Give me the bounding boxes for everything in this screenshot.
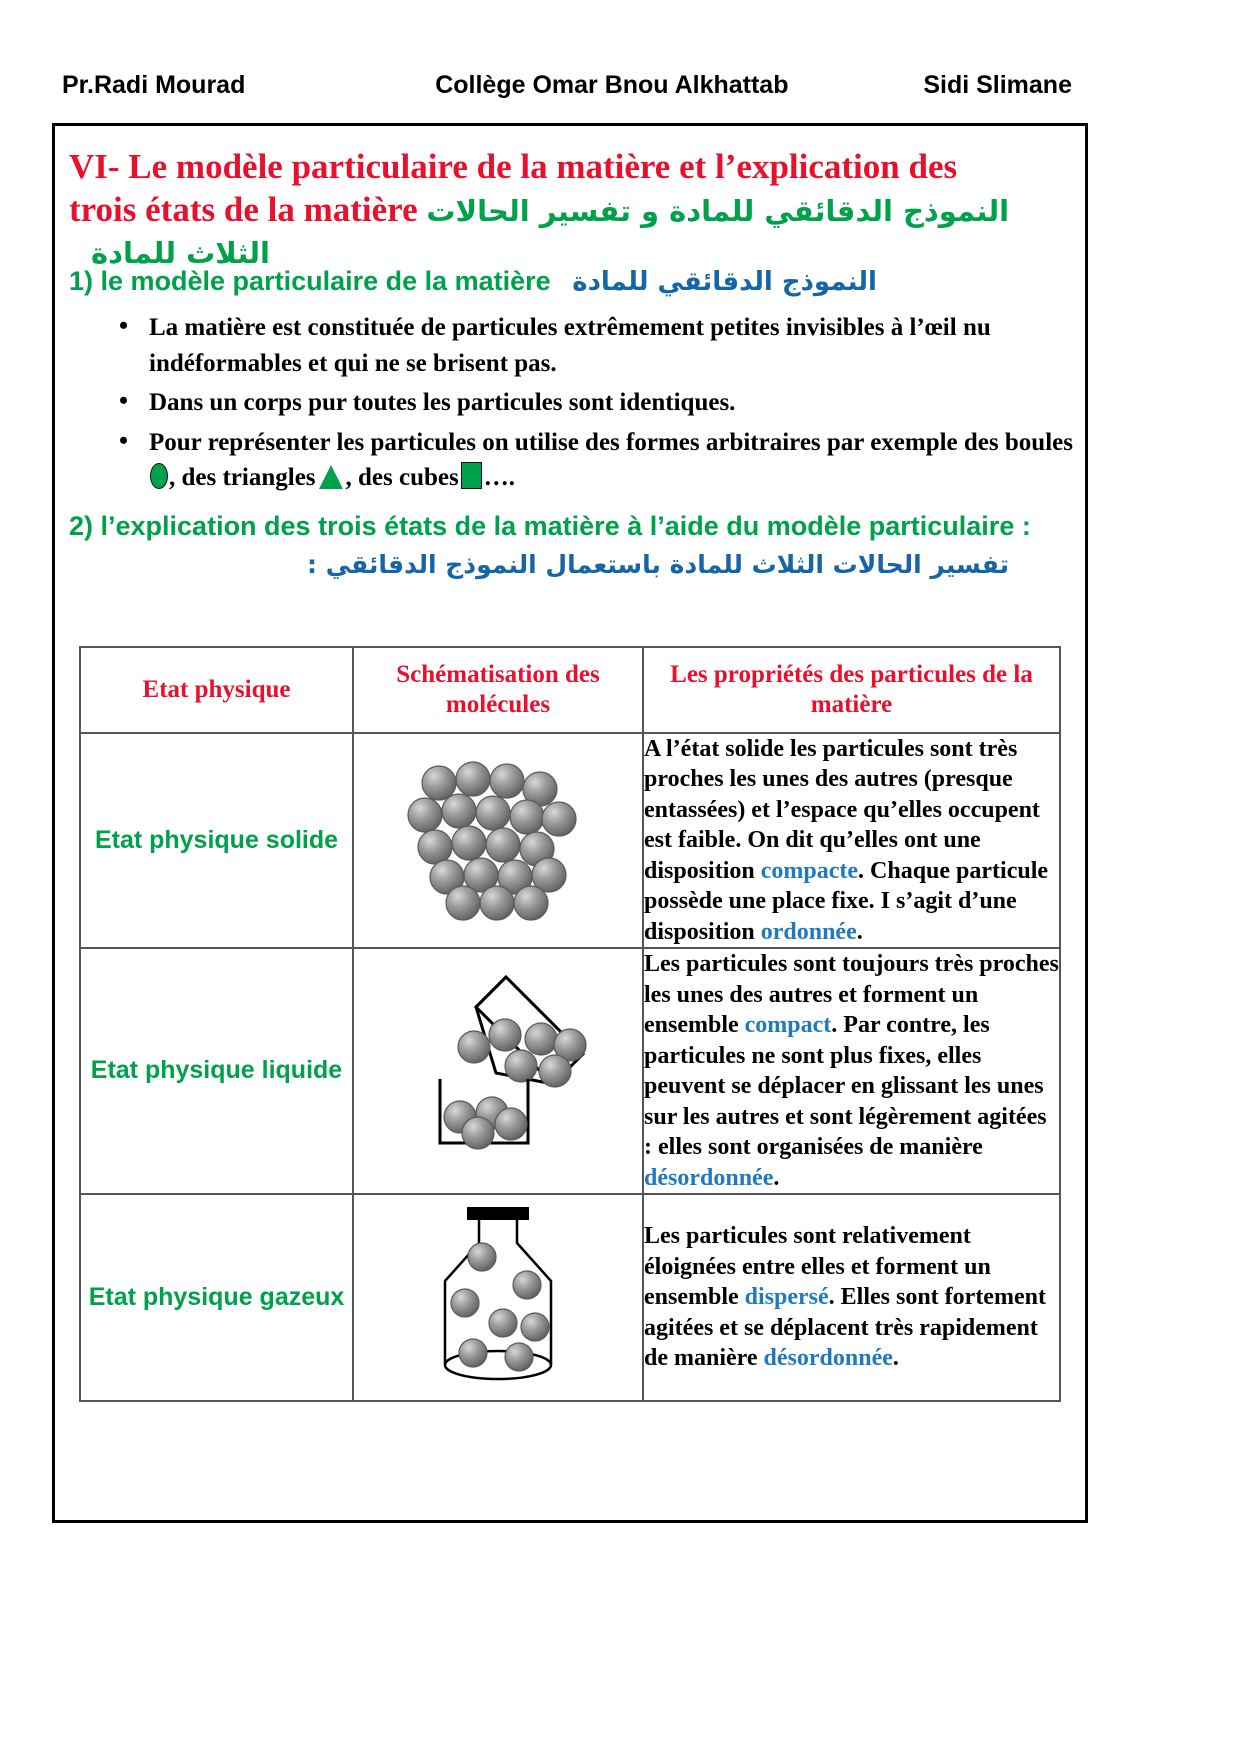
square-shape-icon (461, 462, 482, 489)
keyword-compact: compact (744, 1012, 832, 1039)
header-author: Pr.Radi Mourad (62, 70, 246, 99)
desc-part: . (892, 1345, 899, 1372)
keyword-compacte: compacte (760, 857, 859, 884)
section1-heading-fr: 1) le modèle particulaire de la matière (69, 266, 551, 296)
list-item: • La matière est constituée de particules extrêmement petites invisibles à l’œil nu indéformables et qui ne se brisent pas. (149, 310, 1073, 381)
section1-bullet-list (93, 310, 1073, 500)
state-name-gas: Etat physique gazeux (80, 1194, 353, 1401)
section2-heading (69, 511, 1069, 542)
keyword-desordonnee-gas: désordonnée (763, 1345, 893, 1372)
section1-heading-ar: النموذج الدقائقي للمادة (572, 267, 877, 297)
header-city: Sidi Slimane (923, 70, 1072, 99)
desc-liquid (643, 948, 1060, 1194)
bullet3-boules: boules (1004, 428, 1073, 456)
desc-part: . (773, 1164, 780, 1191)
desc-part: Les particules sont relativement éloignées entre elles et forment un ensemble (644, 1223, 991, 1311)
states-table (79, 646, 1061, 1402)
main-title (69, 146, 1069, 274)
desc-part: Les particules sont toujours très proches les unes des autres et forment un ensemble (644, 951, 1059, 1039)
content-frame (52, 123, 1088, 1523)
solid-particles-diagram (383, 743, 613, 933)
schema-liquid (353, 948, 643, 1194)
desc-part: . Elles sont fortement agitées et se déplacent très rapidement de manière (644, 1284, 1046, 1372)
title-line-2 (69, 189, 1069, 274)
schema-solid (353, 733, 643, 948)
column-header-schema: Schématisation des molécules (353, 647, 643, 733)
table-row (80, 1194, 1060, 1401)
desc-gas (643, 1194, 1060, 1401)
list-item (149, 425, 1073, 496)
desc-part: . (856, 918, 863, 945)
bullet3-end: …. (483, 464, 515, 491)
bullet3-cubes: , des cubes (345, 464, 459, 491)
desc-part: A l’état solide les particules sont très proches les unes des autres (presque entassées) et l’espace qu’elles occupent est faible. On dit qu’elles ont une disposition (644, 736, 1040, 884)
keyword-desordonnee: désordonnée (644, 1164, 774, 1191)
title-line-2-fr: trois états de la matière (69, 189, 418, 229)
page-header (62, 64, 1072, 106)
liquid-particles-diagram (378, 961, 618, 1176)
state-name-solid: Etat physique solide (80, 733, 353, 948)
header-school: Collège Omar Bnou Alkhattab (435, 70, 789, 99)
column-header-properties: Les propriétés des particules de la matière (643, 647, 1060, 733)
schema-gas (353, 1194, 643, 1401)
list-item: • Dans un corps pur toutes les particules sont identiques. (149, 385, 1073, 421)
section2-heading-ar: تفسير الحالات الثلاث للمادة باستعمال النموذج الدقائقي : (307, 550, 1009, 579)
desc-solid (643, 733, 1060, 948)
table-row (80, 733, 1060, 948)
ellipse-shape-icon (150, 463, 168, 489)
title-line-1: VI- Le modèle particulaire de la matière et l’explication des (69, 147, 958, 186)
keyword-ordonnee: ordonnée (760, 918, 857, 945)
column-header-state: Etat physique (80, 647, 353, 733)
table-row (80, 948, 1060, 1194)
triangle-shape-icon (319, 465, 343, 489)
table-header-row (80, 647, 1060, 733)
state-name-liquid: Etat physique liquide (80, 948, 353, 1194)
desc-part: . Par contre, les particules ne sont plus fixes, elles peuvent se déplacer en glissant les unes sur les autres et sont légèrement agitées : elles sont organisées de manière (644, 1012, 1047, 1161)
title-arabic: النموذج الدقائقي للمادة و تفسير الحالات الثلاث للمادة (91, 193, 1010, 271)
bullet3-text: Pour représenter les particules on utilise des formes arbitraires par exemple des (149, 428, 999, 456)
gas-particles-diagram (383, 1195, 613, 1395)
section2-heading-fr: 2) l’explication des trois états de la matière à l’aide du modèle particulaire : (69, 511, 1031, 541)
section1-heading (69, 266, 1069, 297)
keyword-disperse: dispersé (744, 1284, 829, 1311)
desc-part: . Chaque particule possède une place fixe. I s’agit d’une disposition (644, 857, 1049, 945)
bullet3-triangles: , des triangles (169, 464, 316, 491)
